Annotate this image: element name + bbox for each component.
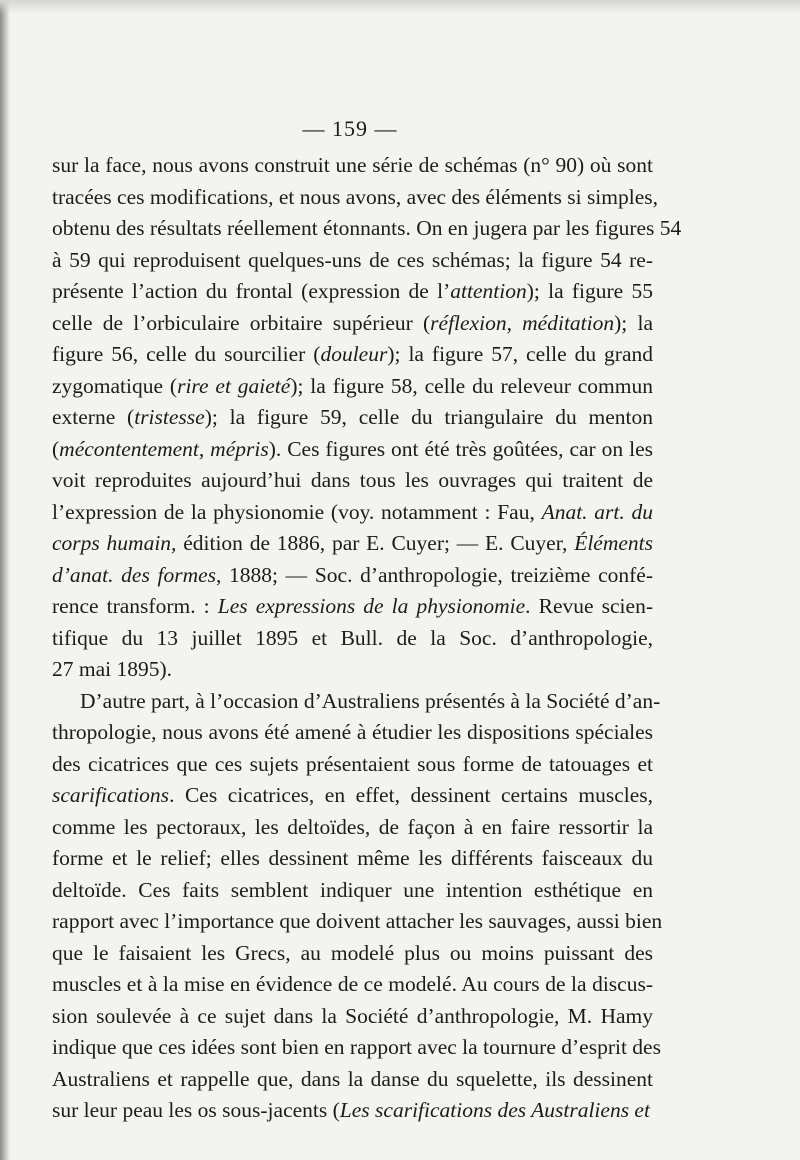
text-segment: des cicatrices que ces sujets présentaient sous forme de tatouages et — [52, 751, 653, 776]
text-segment: comme les pectoraux, les deltoïdes, de façon à en faire ressortir la — [52, 814, 653, 839]
text-segment: rence transform. : — [52, 594, 218, 618]
text-line — [52, 812, 653, 844]
text-segment: édition de 1886, par E. Cuyer; — E. Cuyer, — [176, 531, 575, 555]
text-segment: indique que ces idées sont bien en rapport avec la tournure d’esprit des — [52, 1035, 661, 1059]
text-segment: à 59 qui reproduisent quelques-uns de ces schémas; la figure 54 re- — [52, 247, 653, 272]
text-line — [52, 1032, 661, 1064]
text-line — [52, 308, 653, 340]
text-segment: ). Ces figures ont été très goûtées, car on les — [268, 436, 653, 461]
text-line — [52, 528, 653, 560]
scan-shadow-top — [0, 0, 800, 14]
text-line — [52, 969, 653, 1001]
text-segment: ( — [52, 436, 60, 461]
text-segment: , 1888; — Soc. d’anthropologie, treizième confé- — [216, 562, 653, 587]
text-segment: . Ces cicatrices, en effet, dessinent certains muscles, — [169, 783, 653, 807]
italic-text: rire et gaieté — [177, 373, 291, 398]
paragraph — [52, 150, 682, 686]
text-segment: ); la figure 59, celle du triangulaire du menton — [204, 405, 654, 429]
text-line — [52, 591, 653, 623]
italic-text: Éléments — [574, 531, 653, 555]
text-line — [52, 150, 653, 182]
italic-text: douleur — [320, 342, 388, 366]
text-line — [52, 497, 653, 529]
text-line — [52, 434, 653, 466]
text-line — [52, 843, 653, 875]
text-line — [52, 686, 661, 718]
text-line — [52, 213, 682, 245]
text-segment: sion soulevée à ce sujet dans la Société d’anthropologie, M. Hamy — [52, 1003, 653, 1028]
italic-text: Les expressions de la physionomie — [217, 594, 526, 618]
text-line — [52, 245, 653, 277]
text-line — [52, 749, 653, 781]
text-segment: obtenu des résultats réellement étonnants. On en jugera par les figures 54 — [52, 216, 682, 240]
text-segment: deltoïde. Ces faits semblent indiquer une intention esthétique en — [52, 877, 653, 902]
text-segment: figure 56, celle du sourcilier ( — [52, 342, 321, 366]
text-line — [52, 875, 653, 907]
italic-text: attention — [450, 279, 527, 303]
text-segment: ); la figure 58, celle du releveur commun — [290, 373, 653, 398]
italic-text: scarifications — [52, 783, 170, 807]
italic-text: réflexion, méditation — [430, 310, 615, 335]
italic-text: corps humain, — [52, 531, 177, 555]
text-segment: D’autre part, à l’occasion d’Australiens présentés à la Société d’an- — [80, 688, 661, 713]
italic-text: tristesse — [134, 405, 205, 429]
scan-shadow-left — [0, 0, 10, 1160]
text-segment: voit reproduites aujourd’hui dans tous les ouvrages qui traitent de — [52, 468, 653, 492]
text-segment: sur leur peau les os sous-jacents ( — [52, 1098, 340, 1122]
text-segment: ); la figure 57, celle du grand — [387, 342, 654, 366]
page-number: — 159 — — [302, 116, 398, 141]
text-line — [52, 623, 653, 655]
text-segment: externe ( — [52, 405, 135, 429]
text-line — [52, 182, 659, 214]
text-segment: tifique du 13 juillet 1895 et Bull. de la Soc. d’anthropologie, — [52, 625, 653, 650]
text-segment: forme et le relief; elles dessinent même les différents faisceaux du — [52, 846, 653, 870]
text-line — [52, 465, 653, 497]
text-line — [52, 938, 653, 970]
text-segment: présente l’action du frontal (expression de l’ — [52, 279, 451, 303]
text-segment: ); la — [614, 310, 653, 335]
text-segment: celle de l’orbiculaire orbitaire supérieur ( — [52, 310, 431, 335]
text-line — [52, 402, 653, 434]
text-segment: rapport avec l’importance que doivent attacher les sauvages, aussi bien — [52, 909, 663, 933]
text-segment: . Revue scien- — [525, 594, 653, 618]
text-line — [52, 654, 653, 686]
text-line — [52, 276, 653, 308]
text-segment: Australiens et rappelle que, dans la danse du squelette, ils dessinent — [52, 1066, 653, 1091]
text-line — [52, 1001, 653, 1033]
body-text — [52, 150, 682, 1127]
text-segment: 27 mai 1895). — [52, 657, 173, 681]
italic-text: mécontentement, mépris — [59, 436, 269, 461]
italic-text: Les scarifications des Australiens et — [339, 1098, 650, 1122]
text-segment: thropologie, nous avons été amené à étudier les dispositions spéciales — [52, 720, 653, 744]
text-segment: que le faisaient les Grecs, au modelé plus ou moins puissant des — [52, 940, 653, 965]
text-line — [52, 906, 663, 938]
text-segment: sur la face, nous avons construit une série de schémas (n° 90) où sont — [52, 153, 653, 177]
text-line — [52, 560, 653, 592]
text-line — [52, 1064, 653, 1096]
text-segment: muscles et à la mise en évidence de ce modelé. Au cours de la discus- — [52, 972, 653, 996]
text-line — [52, 780, 653, 812]
text-line — [52, 339, 653, 371]
italic-text: Anat. art. du — [541, 499, 653, 524]
text-line — [52, 371, 653, 403]
italic-text: d’anat. des formes — [52, 562, 217, 587]
text-segment: l’expression de la physionomie (voy. notamment : Fau, — [52, 499, 542, 524]
text-segment: zygomatique ( — [52, 373, 178, 398]
paragraph — [52, 686, 663, 1127]
text-segment: ); la figure 55 — [526, 279, 653, 303]
text-segment: tracées ces modifications, et nous avons, avec des éléments si simples, — [52, 184, 659, 209]
text-line — [52, 1095, 653, 1127]
text-line — [52, 717, 653, 749]
